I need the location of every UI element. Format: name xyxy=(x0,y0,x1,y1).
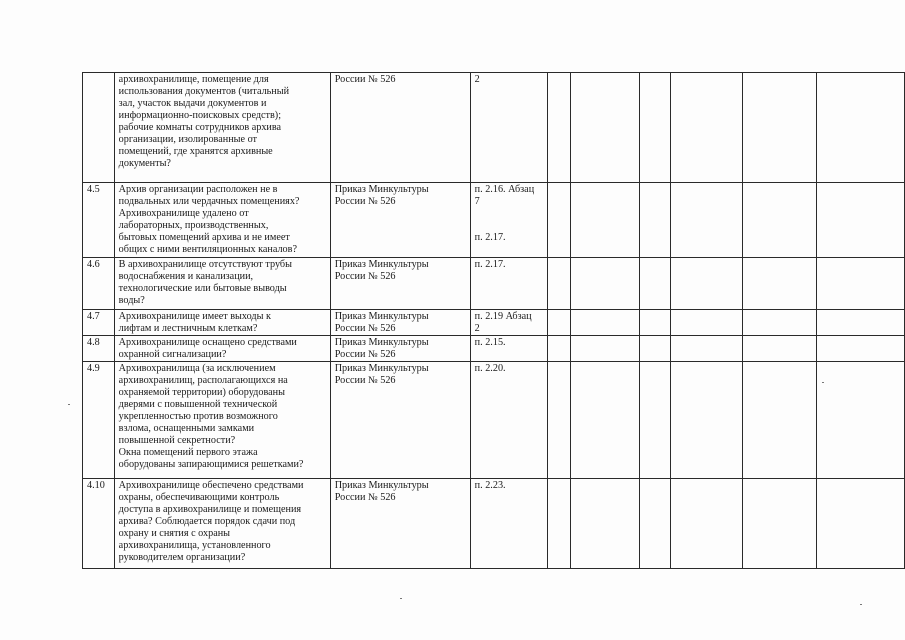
empty-answer-cell xyxy=(571,336,640,362)
row-number xyxy=(83,183,115,258)
empty-answer-cell xyxy=(548,258,571,310)
legal-act-cell xyxy=(330,183,470,258)
empty-answer-cell xyxy=(571,362,640,479)
empty-answer-cell xyxy=(743,336,817,362)
empty-answer-cell xyxy=(743,258,817,310)
empty-answer-cell xyxy=(743,73,817,183)
empty-answer-cell xyxy=(670,73,742,183)
legal-act-cell xyxy=(330,336,470,362)
clause-reference-text: п. 2.16. Абзац 7 xyxy=(474,184,535,207)
table-row xyxy=(83,479,905,569)
empty-answer-cell xyxy=(670,183,742,258)
empty-answer-cell xyxy=(548,183,571,258)
row-number-text: 4.10 xyxy=(87,480,105,491)
empty-answer-cell xyxy=(817,336,905,362)
empty-answer-cell xyxy=(639,362,670,479)
table-row xyxy=(83,310,905,336)
clause-reference-cell xyxy=(470,73,548,183)
empty-answer-cell xyxy=(670,258,742,310)
legal-act-text: Приказ Минкультуры России № 526 xyxy=(334,184,429,207)
legal-act-cell xyxy=(330,479,470,569)
question-text: В архивохранилище отсутствуют трубы водоснабжения и канализации, технологические или бытовые выводы воды? xyxy=(118,259,292,306)
empty-answer-cell xyxy=(743,479,817,569)
question-cell xyxy=(114,479,330,569)
clause-reference-cell xyxy=(470,258,548,310)
empty-answer-cell xyxy=(571,310,640,336)
row-number xyxy=(83,73,115,183)
row-number-text: 4.6 xyxy=(87,259,100,270)
question-text: Архивохранилище оснащено средствами охранной сигнализации? xyxy=(118,337,297,360)
row-number xyxy=(83,479,115,569)
question-cell xyxy=(114,362,330,479)
question-text: Архивохранилище имеет выходы к лифтам и лестничным клеткам? xyxy=(118,311,271,334)
row-number-text: 4.9 xyxy=(87,363,100,374)
empty-answer-cell xyxy=(548,310,571,336)
empty-answer-cell xyxy=(743,310,817,336)
question-cell xyxy=(114,310,330,336)
clause-reference-text: 2 xyxy=(474,74,480,85)
row-number xyxy=(83,336,115,362)
empty-answer-cell xyxy=(817,310,905,336)
empty-answer-cell xyxy=(639,479,670,569)
empty-answer-cell xyxy=(817,479,905,569)
empty-answer-cell xyxy=(571,183,640,258)
clause-reference-cell xyxy=(470,336,548,362)
empty-answer-cell xyxy=(670,310,742,336)
empty-answer-cell xyxy=(548,73,571,183)
question-cell xyxy=(114,258,330,310)
legal-act-cell xyxy=(330,73,470,183)
legal-act-cell xyxy=(330,310,470,336)
empty-answer-cell xyxy=(639,310,670,336)
question-text: Архивохранилище обеспечено средствами охраны, обеспечивающими контроль доступа в архивохранилище и помещения архива? Соблюдается порядок сдачи под охрану и снятия с охраны архивохранилища, установленного руководителем организации? xyxy=(118,480,304,563)
clause-reference-cell xyxy=(470,183,548,258)
clause-reference-text: п. 2.17. xyxy=(474,259,506,270)
question-cell xyxy=(114,73,330,183)
legal-act-text: Приказ Минкультуры России № 526 xyxy=(334,259,429,282)
legal-act-text: Приказ Минкультуры России № 526 xyxy=(334,363,429,386)
legal-act-cell xyxy=(330,258,470,310)
empty-answer-cell xyxy=(571,258,640,310)
empty-answer-cell xyxy=(639,183,670,258)
table-row xyxy=(83,258,905,310)
empty-answer-cell xyxy=(743,183,817,258)
question-text: Архивохранилища (за исключением архивохранилищ, располагающихся на охраняемой территории) оборудованы дверями с повышенной технической укрепленностью против возможного взлома, оснащенными замками повышенной секретности? Окна помещений первого этажа оборудованы запирающимися решетками? xyxy=(118,363,304,470)
clause-reference-text: п. 2.20. xyxy=(474,363,506,374)
empty-answer-cell xyxy=(571,73,640,183)
scan-speck xyxy=(822,382,824,383)
scan-speck xyxy=(400,598,402,599)
empty-answer-cell xyxy=(548,362,571,479)
clause-reference-cell xyxy=(470,479,548,569)
question-text: архивохранилище, помещение для использования документов (читальный зал, участок выдачи документов и информационно-поисковых средств); рабочие комнаты сотрудников архива организации, изолированные от помещений, где хранятся архивные документы? xyxy=(118,74,290,169)
clause-reference-cell xyxy=(470,310,548,336)
empty-answer-cell xyxy=(548,479,571,569)
empty-answer-cell xyxy=(817,258,905,310)
question-cell xyxy=(114,336,330,362)
question-text: Архив организации расположен не в подвальных или чердачных помещениях? Архивохранилище удалено от лабораторных, производственных, бытовых помещений архива и не имеет общих с ними вентиляционных каналов? xyxy=(118,184,300,255)
question-cell xyxy=(114,183,330,258)
clause-reference-cell xyxy=(470,362,548,479)
table-row xyxy=(83,336,905,362)
clause-reference-extra-text: п. 2.17. xyxy=(474,232,506,243)
empty-answer-cell xyxy=(548,336,571,362)
empty-answer-cell xyxy=(817,73,905,183)
legal-act-cell xyxy=(330,362,470,479)
row-number-text: 4.7 xyxy=(87,311,100,322)
empty-answer-cell xyxy=(639,336,670,362)
legal-act-text: России № 526 xyxy=(334,74,396,85)
row-number xyxy=(83,258,115,310)
table-row xyxy=(83,183,905,258)
row-number xyxy=(83,310,115,336)
empty-answer-cell xyxy=(743,362,817,479)
row-number xyxy=(83,362,115,479)
legal-act-text: Приказ Минкультуры России № 526 xyxy=(334,480,429,503)
scan-speck xyxy=(860,604,862,605)
clause-reference-text: п. 2.23. xyxy=(474,480,506,491)
row-number-text: 4.8 xyxy=(87,337,100,348)
empty-answer-cell xyxy=(670,362,742,479)
scan-speck xyxy=(68,404,70,405)
empty-answer-cell xyxy=(639,258,670,310)
row-number-text: 4.5 xyxy=(87,184,100,195)
legal-act-text: Приказ Минкультуры России № 526 xyxy=(334,311,429,334)
empty-answer-cell xyxy=(639,73,670,183)
empty-answer-cell xyxy=(817,183,905,258)
empty-answer-cell xyxy=(817,362,905,479)
legal-act-text: Приказ Минкультуры России № 526 xyxy=(334,337,429,360)
table-row xyxy=(83,362,905,479)
empty-answer-cell xyxy=(571,479,640,569)
empty-answer-cell xyxy=(670,479,742,569)
table-row xyxy=(83,73,905,183)
clause-reference-text: п. 2.15. xyxy=(474,337,506,348)
empty-answer-cell xyxy=(670,336,742,362)
clause-reference-text: п. 2.19 Абзац 2 xyxy=(474,311,532,334)
checklist-table xyxy=(82,72,905,569)
